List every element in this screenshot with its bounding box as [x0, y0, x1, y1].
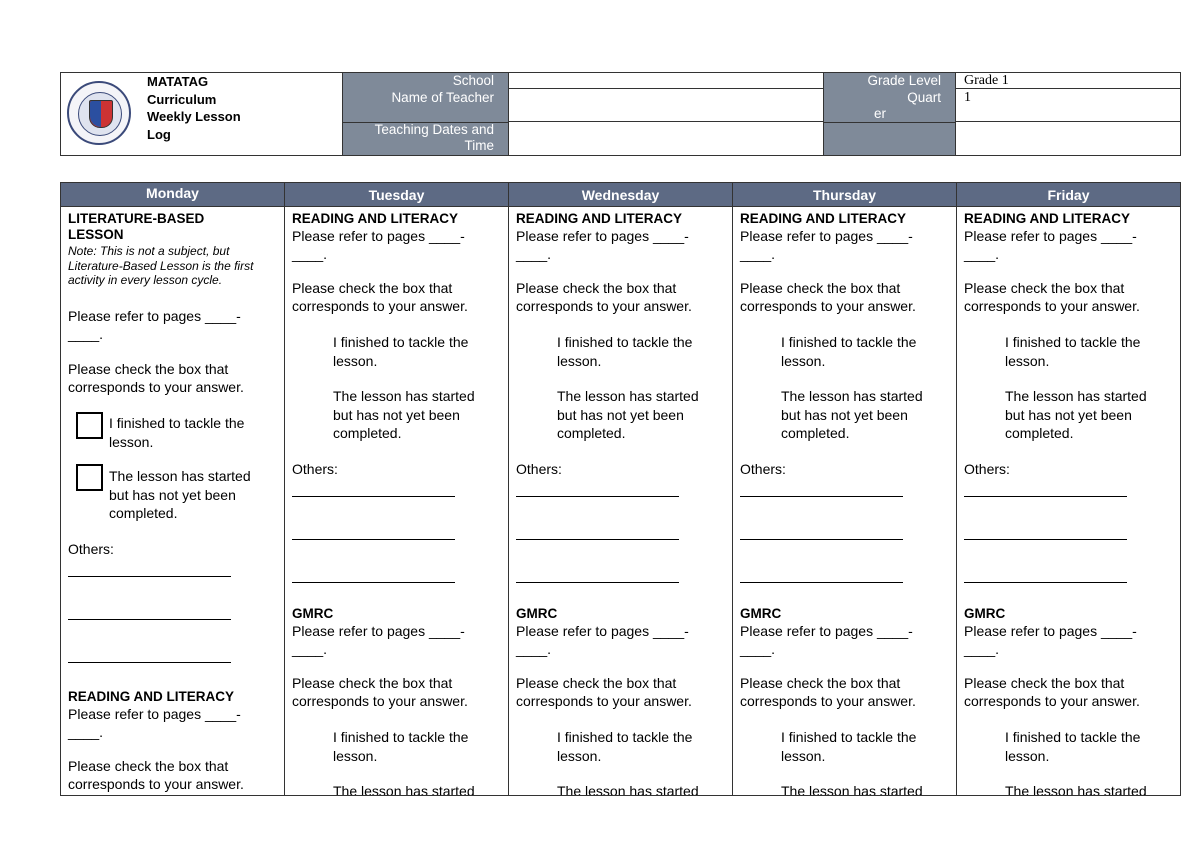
- teacher-label: Name of Teacher: [391, 90, 494, 105]
- others-line[interactable]: [516, 539, 679, 540]
- others-label: Others:: [516, 461, 562, 477]
- quarter-field[interactable]: 1: [956, 89, 1180, 122]
- others-line[interactable]: [740, 582, 903, 583]
- option-started: The lesson has started but has not yet been completed.: [557, 388, 699, 441]
- day-column-thursday: [733, 183, 957, 795]
- others-line[interactable]: [516, 582, 679, 583]
- refer-pages: Please refer to pages ____-: [516, 228, 689, 244]
- day-header-tuesday: Tuesday: [285, 183, 508, 207]
- others-label: Others:: [740, 461, 786, 477]
- check-instruction: Please check the box that corresponds to your answer.: [292, 280, 468, 314]
- option-finished: I finished to tackle the lesson.: [1005, 334, 1141, 369]
- day-header-wednesday: Wednesday: [509, 183, 732, 207]
- dates-field[interactable]: [509, 122, 823, 155]
- section-note: Note: This is not a subject, but Literature-Based Lesson is the first activity in every lesson cycle.: [68, 244, 254, 287]
- option-finished: I finished to tackle the lesson.: [557, 729, 693, 764]
- option-started: The lesson has started but has not yet been completed.: [109, 468, 251, 521]
- refer-pages-end: ____.: [740, 246, 776, 262]
- option-finished: I finished to tackle the lesson.: [557, 334, 693, 369]
- others-label: Others:: [292, 461, 338, 477]
- grade-label: Grade Level: [867, 73, 941, 88]
- day-column-friday: [957, 183, 1180, 795]
- refer-pages: Please refer to pages ____-: [292, 623, 465, 639]
- check-instruction: Please check the box that corresponds to your answer.: [964, 675, 1140, 709]
- check-instruction: Please check the box that corresponds to your answer.: [68, 361, 244, 395]
- option-started: The lesson has started but has not yet been completed.: [1005, 388, 1147, 441]
- day-column-monday: [61, 183, 285, 795]
- option-started: The lesson has started but has not yet been completed.: [781, 388, 923, 441]
- quarter-label-line1: Quart: [907, 90, 941, 105]
- option-started: The lesson has started: [1005, 783, 1147, 795]
- refer-pages-end: ____.: [292, 246, 328, 262]
- option-finished: I finished to tackle the lesson.: [333, 334, 469, 369]
- refer-pages: Please refer to pages ____-: [292, 228, 465, 244]
- refer-pages-end: ____.: [516, 246, 552, 262]
- option-finished: I finished to tackle the lesson.: [109, 415, 245, 450]
- option-finished: I finished to tackle the lesson.: [1005, 729, 1141, 764]
- refer-pages-end: ____.: [964, 246, 1000, 262]
- refer-pages: Please refer to pages ____-: [516, 623, 689, 639]
- section-title: GMRC: [516, 606, 558, 621]
- others-line[interactable]: [964, 539, 1127, 540]
- check-instruction: Please check the box that corresponds to your answer.: [964, 280, 1140, 314]
- others-line[interactable]: [292, 496, 455, 497]
- log-title: MATATAG Curriculum Weekly Lesson Log: [147, 74, 241, 142]
- option-finished: I finished to tackle the lesson.: [333, 729, 469, 764]
- check-instruction: Please check the box that corresponds to your answer.: [740, 280, 916, 314]
- check-instruction: Please check the box that corresponds to your answer.: [516, 280, 692, 314]
- option-finished: I finished to tackle the lesson.: [781, 729, 917, 764]
- others-line[interactable]: [740, 496, 903, 497]
- section-title: READING AND LITERACY: [68, 689, 235, 704]
- dates-label-line1: Teaching Dates and: [374, 122, 494, 137]
- option-started: The lesson has started: [333, 783, 475, 795]
- others-line[interactable]: [740, 539, 903, 540]
- grade-field[interactable]: Grade 1: [956, 73, 1180, 89]
- section-title: READING AND LITERACY: [516, 211, 683, 226]
- others-label: Others:: [964, 461, 1010, 477]
- logo-cell: [61, 73, 342, 155]
- refer-pages: Please refer to pages ____-: [964, 623, 1137, 639]
- check-instruction: Please check the box that corresponds to your answer.: [68, 758, 244, 792]
- checkbox-started[interactable]: [76, 464, 103, 491]
- refer-pages: Please refer to pages ____-: [68, 706, 241, 722]
- others-label: Others:: [68, 541, 114, 557]
- header-label-column: [342, 73, 509, 155]
- section-title: READING AND LITERACY: [964, 211, 1131, 226]
- header-label-column-right: [823, 73, 956, 155]
- refer-pages: Please refer to pages ____-: [740, 623, 913, 639]
- option-started: The lesson has started: [557, 783, 699, 795]
- others-line[interactable]: [68, 619, 231, 620]
- others-line[interactable]: [292, 582, 455, 583]
- check-instruction: Please check the box that corresponds to your answer.: [740, 675, 916, 709]
- check-instruction: Please check the box that corresponds to your answer.: [292, 675, 468, 709]
- day-header-monday: Monday: [61, 183, 284, 207]
- teacher-field[interactable]: [509, 89, 823, 122]
- dates-label-line2: Time: [464, 138, 494, 153]
- refer-pages: Please refer to pages ____-: [740, 228, 913, 244]
- refer-pages-end: ____.: [68, 326, 104, 342]
- section-title-line2: LESSON: [68, 227, 124, 242]
- refer-pages-end: ____.: [292, 641, 328, 657]
- day-header-friday: Friday: [957, 183, 1180, 207]
- section-title: GMRC: [292, 606, 334, 621]
- refer-pages: Please refer to pages ____-: [68, 308, 241, 324]
- refer-pages: Please refer to pages ____-: [964, 228, 1137, 244]
- section-title: READING AND LITERACY: [292, 211, 459, 226]
- option-started: The lesson has started: [781, 783, 923, 795]
- section-title: GMRC: [740, 606, 782, 621]
- option-started: The lesson has started but has not yet been completed.: [333, 388, 475, 441]
- day-column-tuesday: [285, 183, 509, 795]
- others-line[interactable]: [964, 582, 1127, 583]
- others-line[interactable]: [68, 662, 231, 663]
- school-label: School: [452, 73, 494, 88]
- refer-pages-end: ____.: [740, 641, 776, 657]
- refer-pages-end: ____.: [68, 724, 104, 740]
- others-line[interactable]: [516, 496, 679, 497]
- section-title: GMRC: [964, 606, 1006, 621]
- lesson-log-header: [60, 72, 1181, 156]
- option-finished: I finished to tackle the lesson.: [781, 334, 917, 369]
- refer-pages-end: ____.: [516, 641, 552, 657]
- day-column-wednesday: [509, 183, 733, 795]
- others-line[interactable]: [964, 496, 1127, 497]
- others-line[interactable]: [292, 539, 455, 540]
- day-header-thursday: Thursday: [733, 183, 956, 207]
- check-instruction: Please check the box that corresponds to your answer.: [516, 675, 692, 709]
- weekly-table: [60, 182, 1181, 796]
- section-title: LITERATURE-BASED: [68, 211, 205, 226]
- refer-pages-end: ____.: [964, 641, 1000, 657]
- extra-field[interactable]: [956, 122, 1180, 155]
- section-title: READING AND LITERACY: [740, 211, 907, 226]
- checkbox-finished[interactable]: [76, 412, 103, 439]
- school-field[interactable]: [509, 73, 823, 89]
- quarter-label-line2: er: [874, 106, 887, 121]
- seal-icon: [67, 81, 131, 145]
- others-line[interactable]: [68, 576, 231, 577]
